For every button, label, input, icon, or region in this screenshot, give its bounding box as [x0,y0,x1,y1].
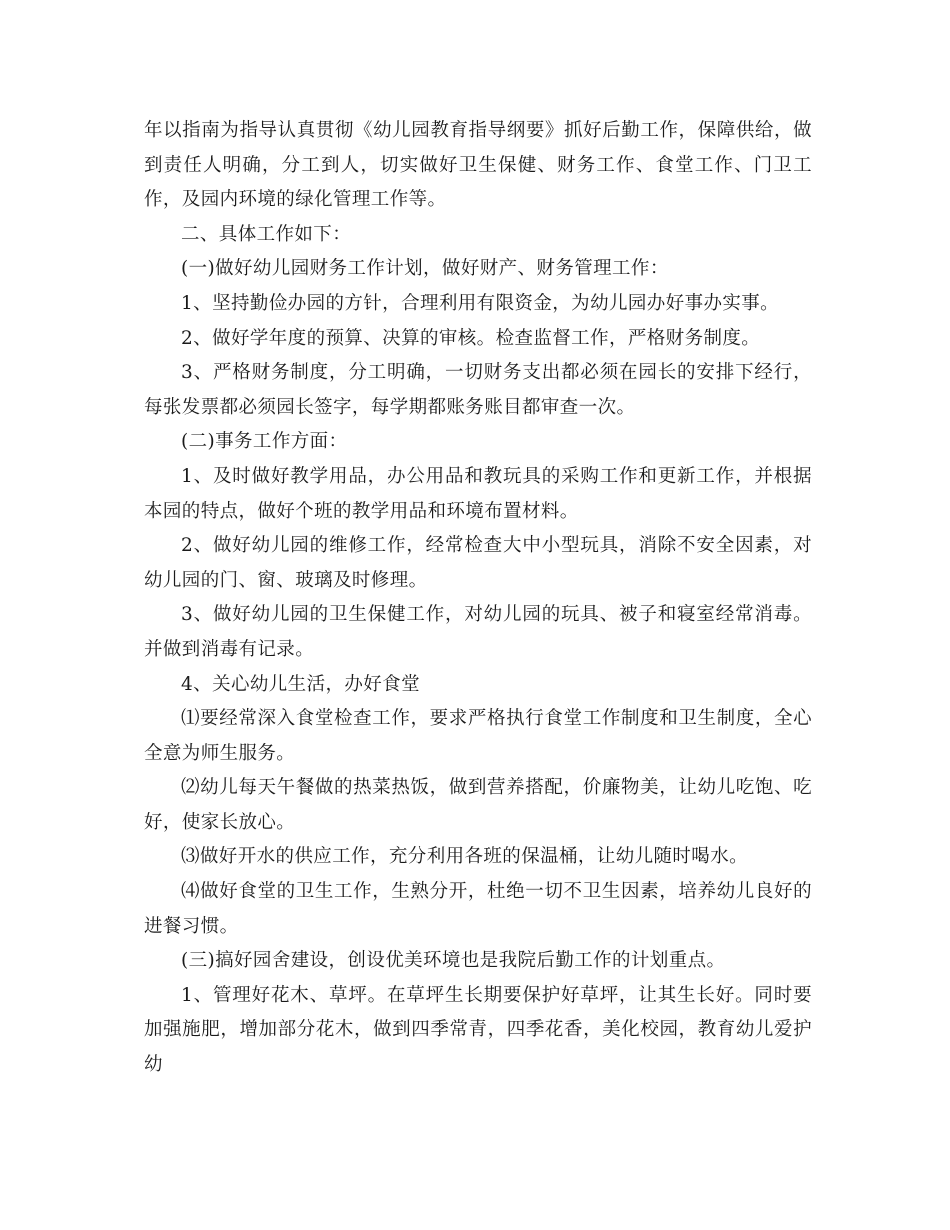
subsection-heading: (一)做好幼儿园财务工作计划，做好财产、财务管理工作： [181,258,669,280]
paragraph: 3、做好幼儿园的卫生保健工作，对幼儿园的玩具、被子和寝室经常消毒。并做到消毒有记录。 [144,604,812,660]
paragraph: ⑷做好食堂的卫生工作，生熟分开，杜绝一切不卫生因素，培养幼儿良好的进餐习惯。 [144,881,812,937]
paragraph: 1、及时做好教学用品，办公用品和教玩具的采购工作和更新工作，并根据本园的特点，做好个班的教学用品和环境布置材料。 [144,465,812,522]
paragraph: ⑴要经常深入食堂检查工作，要求严格执行食堂工作制度和卫生制度，全心全意为师生服务。 [144,708,812,764]
paragraph: 1、管理好花木、草坪。在草坪生长期要保护好草坪，让其生长好。同时要加强施肥，增加部分花木，做到四季常青，四季花香，美化校园，教育幼儿爱护幼 [144,984,812,1076]
paragraph: 年以指南为指导认真贯彻《幼儿园教育指导纲要》抓好后勤工作，保障供给，做到责任人明确，分工到人，切实做好卫生保健、财务工作、食堂工作、门卫工作，及园内环境的绿化管理工作等。 [144,120,812,211]
subsection-heading: (二)事务工作方面： [181,431,348,453]
subsection-heading: (三)搞好园舍建设，创设优美环境也是我院后勤工作的计划重点。 [181,950,726,972]
paragraph: 2、做好幼儿园的维修工作，经常检查大中小型玩具，消除不安全因素，对幼儿园的门、窗、玻璃及时修理。 [144,535,812,591]
paragraph: ⑶做好开水的供应工作，充分利用各班的保温桶，让幼儿随时喝水。 [181,846,749,868]
paragraph: 2、做好学年度的预算、决算的审核。检查监督工作，严格财务制度。 [181,327,761,349]
paragraph: 1、坚持勤俭办园的方针，合理利用有限资金，为幼儿园办好事办实事。 [181,292,780,314]
document-body [144,114,812,1083]
paragraph: ⑵幼儿每天午餐做的热菜热饭，做到营养搭配，价廉物美，让幼儿吃饱、吃好，使家长放心。 [144,777,812,833]
section-heading: 二、具体工作如下： [181,223,352,245]
paragraph: 4、关心幼儿生活，办好食堂 [181,673,420,695]
paragraph: 3、严格财务制度，分工明确，一切财务支出都必须在园长的安排下经行，每张发票都必须园长签字，每学期都账务账目都审查一次。 [144,362,812,418]
